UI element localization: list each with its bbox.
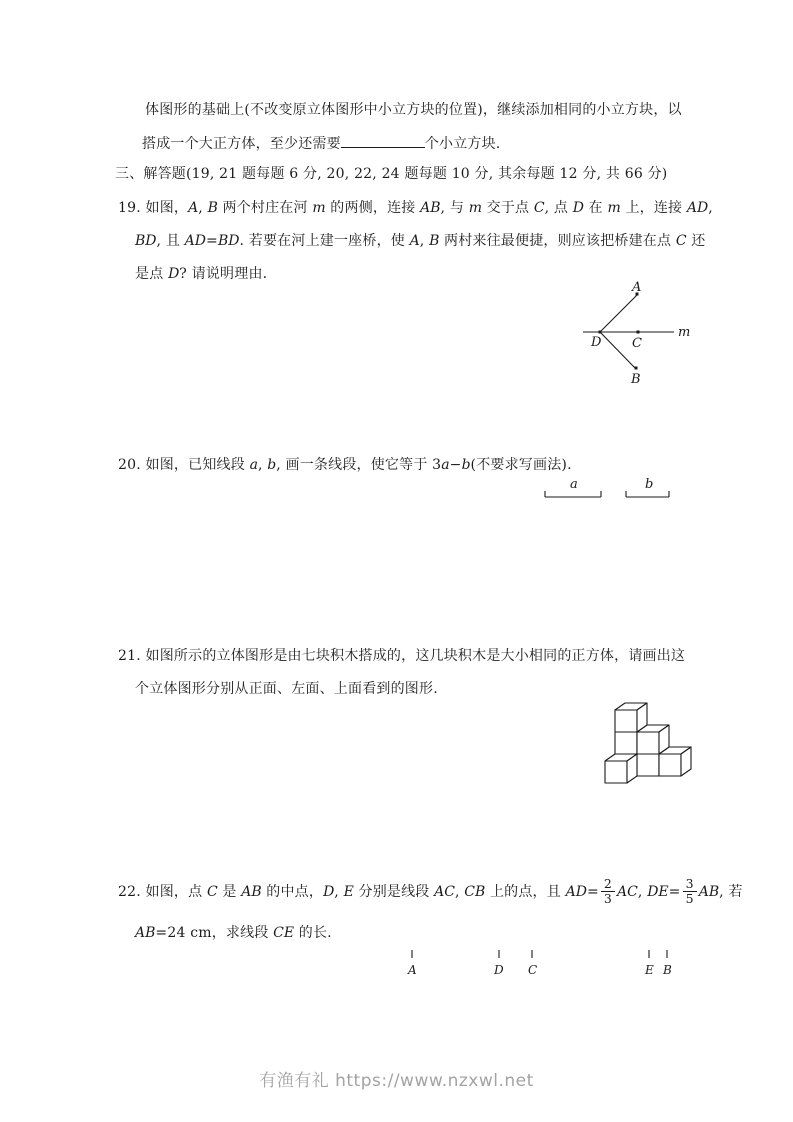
blank-prefix-text: 搭成一个大正方体，至少还需要 [142, 136, 341, 152]
cube-middle-right [637, 725, 669, 754]
point-D-dot [599, 331, 602, 334]
point-C-dot [637, 331, 640, 334]
point-D-label: D [591, 335, 602, 350]
point-C-label: C [632, 336, 642, 351]
point-A-label: A [408, 963, 417, 977]
point-B-label: B [631, 372, 641, 387]
point-E-label: E [645, 963, 654, 977]
point-A-label: A [632, 281, 642, 295]
point-B-dot [635, 367, 638, 370]
cube-front-bottom-left [605, 754, 637, 783]
question-20-line-1: 20. 如图，已知线段 a, b, 画一条线段，使它等于 3a−b(不要求写画法). [118, 457, 572, 473]
cube-top [615, 703, 647, 732]
point-B-label: B [663, 963, 672, 977]
figure-19-river-diagram [580, 281, 696, 389]
question-21-line-1: 21. 如图所示的立体图形是由七块积木搭成的，这几块积木是大小相同的正方体，请画出这 [118, 648, 686, 664]
blank-suffix-text: 个小立方块. [424, 136, 501, 152]
point-C-label: C [528, 963, 538, 977]
point-D-label: D [494, 963, 504, 977]
line-m-label: m [678, 325, 691, 340]
segment-DB [600, 332, 636, 369]
figure-22-point-line [398, 944, 684, 978]
segment-DA [600, 295, 637, 332]
question-18-continuation-line-1: 体图形的基础上(不改变原立体图形中小立方块的位置)，继续添加相同的小立方块，以 [145, 102, 682, 118]
question-19-line-1: 19. 如图，A, B 两个村庄在河 m 的两侧，连接 AB, 与 m 交于点 C, 点 D 在 m 上，连接 AD, [118, 200, 713, 216]
question-18-continuation-line-2 [142, 133, 500, 154]
segment-a-label: a [570, 477, 578, 492]
answer-blank [341, 133, 425, 148]
question-19-line-3: 是点 D? 请说明理由. [135, 266, 268, 282]
question-22-line-2: AB=24 cm，求线段 CE 的长. [135, 925, 332, 941]
question-21-line-2: 个立体图形分别从正面、左面、上面看到的图形. [135, 681, 438, 697]
footer-watermark: 有渔有礼 https://www.nzxwl.net [259, 1071, 534, 1091]
figure-20-segments [537, 477, 679, 503]
cube-back-bottom-right [659, 747, 691, 776]
section-3-header: 三、解答题(19, 21 题每题 6 分, 20, 22, 24 题每题 10 分, 其余每题 12 分, 共 66 分) [115, 166, 668, 182]
question-22-line-1: 22. 如图，点 C 是 AB 的中点，D, E 分别是线段 AC, CB 上的点，且 AD= $\frac{2}{3}$ AC, DE= $\frac{3}{5}$ AB, 若 [118, 876, 743, 907]
figure-21-cube-stack [599, 696, 695, 788]
question-19-line-2: BD, 且 AD=BD. 若要在河上建一座桥，使 A, B 两村来往最便捷，则应该把桥建在点 C 还 [135, 233, 706, 249]
segment-b-label: b [645, 477, 654, 492]
